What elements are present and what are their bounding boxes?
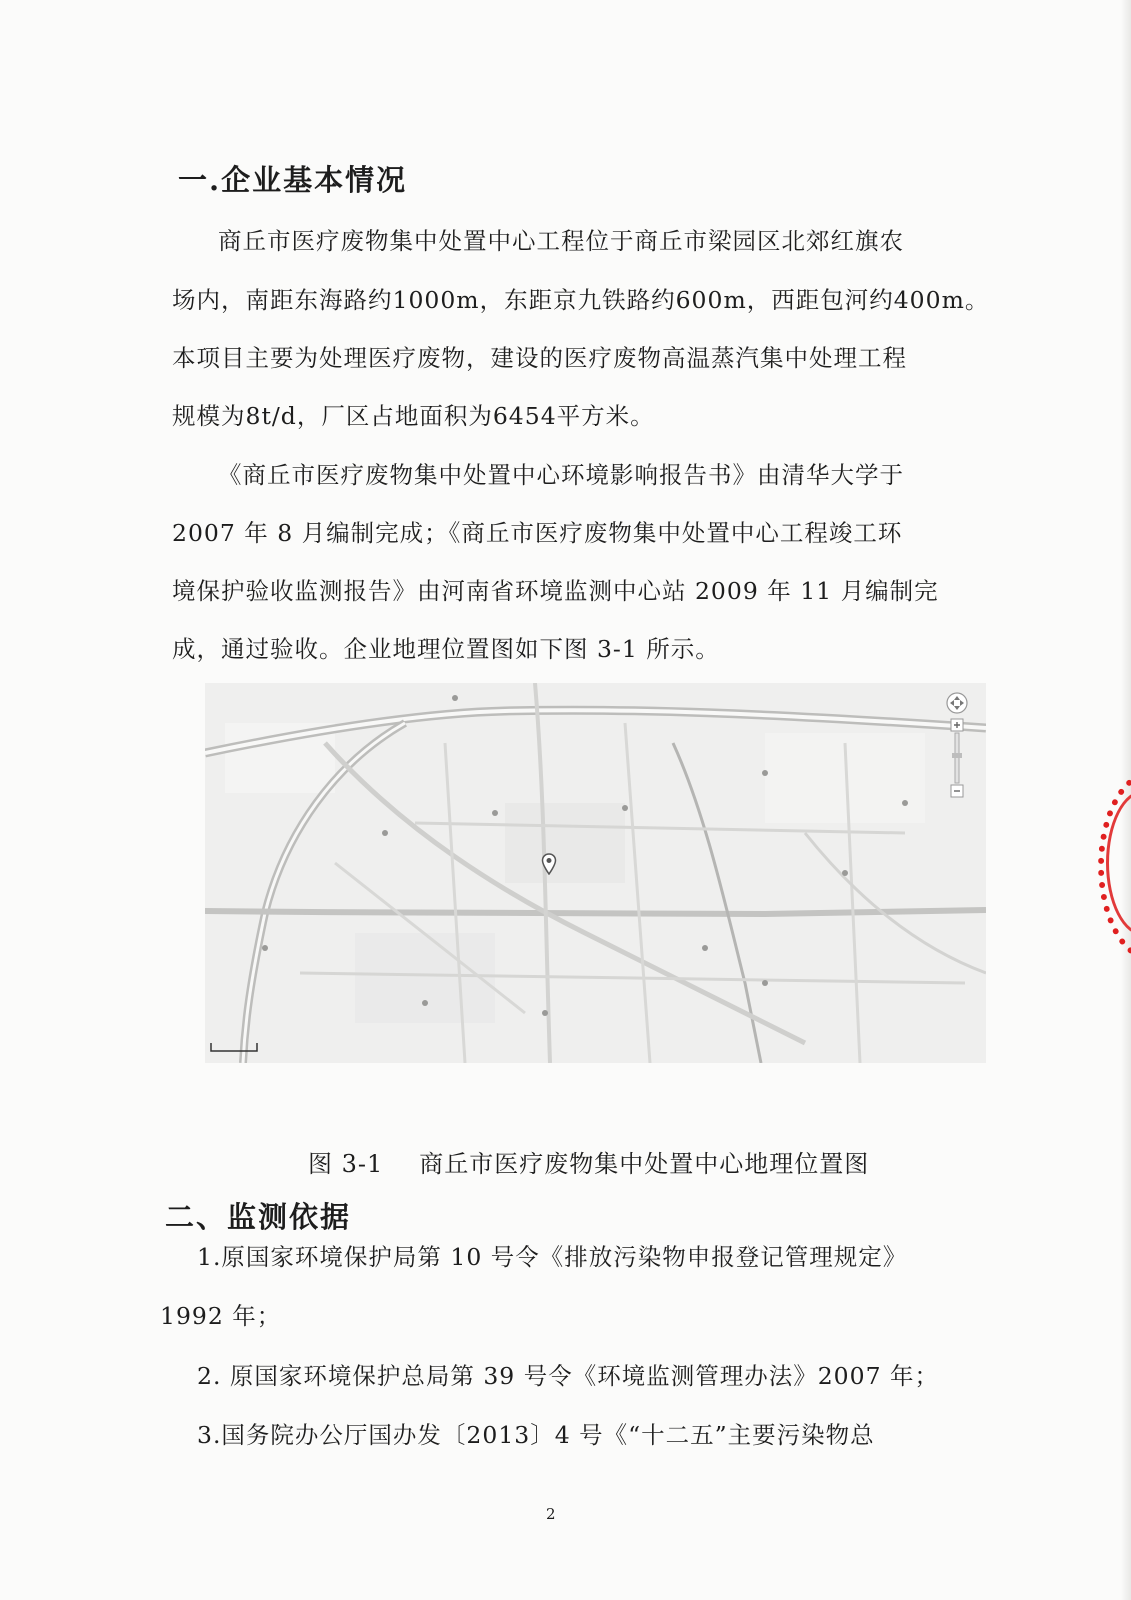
location-map xyxy=(205,683,986,1063)
page-number: 2 xyxy=(546,1505,556,1523)
paragraph-1-line-3: 本项目主要为处理医疗废物，建设的医疗废物高温蒸汽集中处理工程 xyxy=(172,344,907,372)
figure-title: 商丘市医疗废物集中处置中心地理位置图 xyxy=(419,1150,870,1178)
basis-item-3: 3.国务院办公厅国办发〔2013〕4 号《“十二五”主要污染物总 xyxy=(197,1421,875,1449)
paragraph-2-line-1: 《商丘市医疗废物集中处置中心环境影响报告书》由清华大学于 xyxy=(218,461,904,489)
basis-item-1-continued: 1992 年； xyxy=(160,1302,282,1330)
basis-item-2: 2. 原国家环境保护总局第 39 号令《环境监测管理办法》2007 年； xyxy=(197,1362,940,1390)
paragraph-1-line-1: 商丘市医疗废物集中处置中心工程位于商丘市梁园区北郊红旗农 xyxy=(218,227,904,255)
paragraph-2-line-4: 成，通过验收。企业地理位置图如下图 3-1 所示。 xyxy=(172,635,720,663)
figure-caption xyxy=(308,1144,869,1179)
section-1-heading: 一.企业基本情况 xyxy=(178,163,408,197)
paragraph-1-line-4: 规模为8t/d，厂区占地面积为6454平方米。 xyxy=(172,402,655,430)
map-zoom-control-icon[interactable] xyxy=(939,691,975,801)
paragraph-2-line-3: 境保护验收监测报告》由河南省环境监测中心站 2009 年 11 月编制完 xyxy=(172,577,939,605)
location-pin-icon xyxy=(541,853,557,875)
basis-item-1: 1.原国家环境保护局第 10 号令《排放污染物申报登记管理规定》 xyxy=(197,1243,908,1271)
paragraph-1-line-2: 场内，南距东海路约1000m，东距京九铁路约600m，西距包河约400m。 xyxy=(172,286,990,314)
scale-bar-icon xyxy=(209,1037,269,1057)
section-2-heading: 二、监测依据 xyxy=(165,1200,352,1234)
paragraph-2-line-2: 2007 年 8 月编制完成；《商丘市医疗废物集中处置中心工程竣工环 xyxy=(172,519,903,547)
figure-number: 图 3-1 xyxy=(308,1150,384,1178)
